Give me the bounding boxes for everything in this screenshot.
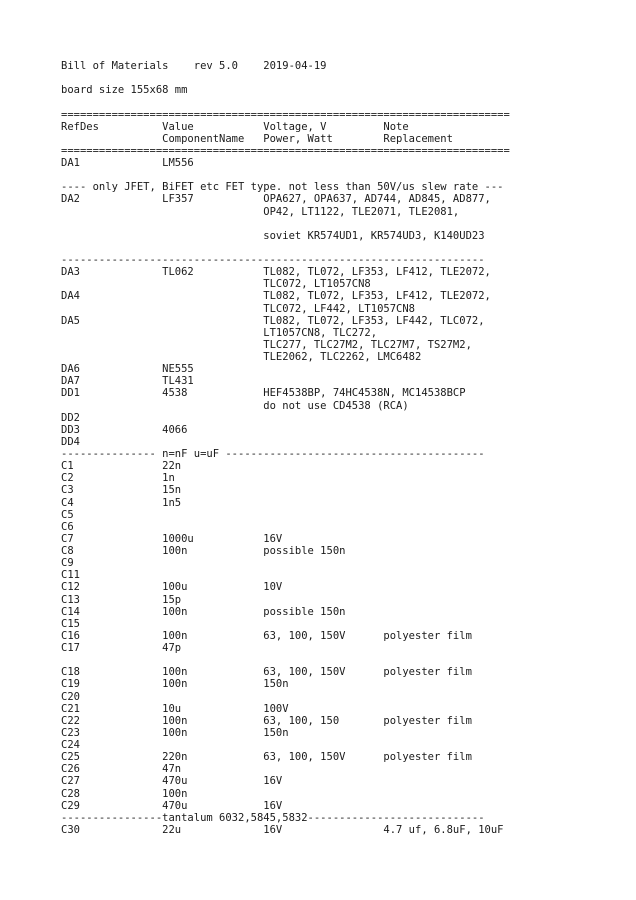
voltage-cell: possible 150n (263, 605, 346, 618)
refdes-cell: C28 (61, 787, 80, 800)
refdes-cell: C2 (61, 472, 74, 485)
value-cell: Value (162, 120, 194, 133)
blank-line (61, 218, 510, 230)
refdes-cell: C22 (61, 714, 80, 727)
note-cell: 4.7 uf, 6.8uF, 10uF (383, 823, 504, 836)
value-cell: 15n (162, 484, 182, 497)
bom-row-c24 (61, 739, 510, 751)
bom-row-c14 (61, 606, 510, 618)
refdes-cell: C19 (61, 678, 80, 691)
refdes-cell: C8 (61, 545, 74, 557)
bom-row-c1 (61, 460, 510, 472)
refdes-cell: C1 (61, 460, 74, 473)
bom-row-da2 (61, 193, 510, 205)
refdes-cell: C11 (61, 569, 80, 582)
value-cell: 47p (162, 642, 182, 654)
value-cell: 1000u (162, 532, 194, 545)
voltage-cell: TL082, TL072, LF353, LF412, TLE2072, (263, 290, 491, 303)
bom-row-c15 (61, 618, 510, 630)
bom-row-c21 (61, 703, 510, 715)
value-cell: 4066 (162, 423, 188, 436)
voltage-cell: 16V (263, 775, 283, 788)
refdes-cell: DA2 (61, 193, 80, 206)
board-size: board size 155x68 mm (61, 84, 188, 97)
doc-date: 2019-04-19 (263, 60, 327, 72)
voltage-cell: LT1057CN8, TLC272, (263, 326, 378, 339)
blank-line (61, 96, 510, 108)
refdes-cell: C13 (61, 593, 80, 606)
separator-equals: ======================================================================= (61, 108, 510, 121)
value-cell: 22u (162, 823, 182, 836)
refdes-cell: DA3 (61, 266, 80, 279)
refdes-cell: C24 (61, 739, 80, 751)
value-cell: 1n5 (162, 496, 182, 509)
voltage-cell: 63, 100, 150 (263, 714, 340, 727)
section-note-fet: ---- only JFET, BiFET etc FET type. not less than 50V/us slew rate --- (61, 181, 504, 194)
refdes-cell: C23 (61, 726, 80, 739)
refdes-cell: C5 (61, 508, 74, 521)
refdes-cell: C15 (61, 617, 80, 630)
voltage-cell: HEF4538BP, 74HC4538N, MC14538BCP (263, 387, 466, 400)
note-cell: Replacement (383, 132, 453, 145)
bom-row-continuation (61, 327, 510, 339)
separator-equals: ======================================================================= (61, 144, 510, 157)
voltage-cell: 63, 100, 150V (263, 751, 346, 764)
refdes-cell: C7 (61, 532, 74, 545)
bom-row-da6 (61, 363, 510, 375)
bom-row-c12 (61, 581, 510, 593)
refdes-cell: C16 (61, 629, 80, 642)
voltage-cell: TLC277, TLC27M2, TLC27M7, TS27M2, (263, 338, 472, 351)
refdes-cell: RefDes (61, 120, 99, 133)
refdes-cell: C21 (61, 702, 80, 715)
bom-row-c29 (61, 800, 510, 812)
bom-row-c2 (61, 472, 510, 484)
value-cell: LF357 (162, 193, 194, 206)
bom-row-c3 (61, 484, 510, 496)
value-cell: LM556 (162, 157, 194, 169)
table-header-row-1 (61, 121, 510, 133)
separator-tantalum: ----------------tantalum 6032,5845,5832---------------------------- (61, 811, 485, 824)
value-cell: NE555 (162, 363, 194, 376)
bom-row-c7 (61, 533, 510, 545)
bom-row-c8 (61, 545, 510, 557)
bom-row-c18 (61, 666, 510, 678)
voltage-cell: TLC072, LT1057CN8 (263, 278, 371, 291)
value-cell: 4538 (162, 387, 188, 400)
bom-row-continuation (61, 206, 510, 218)
refdes-cell: DD3 (61, 423, 80, 436)
bom-row-c5 (61, 509, 510, 521)
refdes-cell: C27 (61, 775, 80, 788)
table-header-row-2 (61, 133, 510, 145)
value-cell: 15p (162, 593, 182, 606)
value-cell: 470u (162, 799, 188, 812)
bom-row-c30 (61, 824, 510, 836)
bom-row-dd2 (61, 412, 510, 424)
bom-row-continuation (61, 339, 510, 351)
bom-row-c25 (61, 751, 510, 763)
doc-revision: rev 5.0 (193, 60, 239, 72)
bom-row-c16 (61, 630, 510, 642)
value-cell: 100n (162, 787, 188, 800)
bom-row-c22 (61, 715, 510, 727)
refdes-cell: DA7 (61, 375, 80, 388)
value-cell: 1n (162, 472, 175, 485)
voltage-cell: 10V (263, 581, 283, 594)
bom-row-c11 (61, 569, 510, 581)
voltage-cell: TL082, TL072, LF353, LF412, TLE2072, (263, 266, 491, 279)
note-cell: polyester film (383, 714, 472, 727)
refdes-cell: C29 (61, 799, 80, 812)
doc-title: Bill of Materials (61, 60, 169, 72)
bom-row-c13 (61, 594, 510, 606)
value-cell: 100n (162, 605, 188, 618)
voltage-cell: 16V (263, 799, 283, 812)
bom-row-da3 (61, 266, 510, 278)
value-cell: 100n (162, 629, 188, 642)
value-cell: 47n (162, 763, 182, 776)
bom-row-continuation (61, 303, 510, 315)
bom-row-c17 (61, 642, 510, 654)
voltage-cell: OPA627, OPA637, AD744, AD845, AD877, (263, 193, 491, 206)
blank-line (61, 654, 510, 666)
bom-row-c19 (61, 678, 510, 690)
bom-row-dd4 (61, 436, 510, 448)
value-cell: 100n (162, 545, 188, 557)
refdes-cell: DA4 (61, 290, 80, 303)
refdes-cell: C18 (61, 666, 80, 679)
bom-row-continuation (61, 230, 510, 242)
bom-row-c28 (61, 788, 510, 800)
refdes-cell: DA5 (61, 314, 80, 327)
separator-capacitor-units: --------------- n=nF u=uF ----------------------------------------- (61, 448, 485, 460)
voltage-cell: soviet KR574UD1, KR574UD3, K140UD23 (263, 229, 485, 242)
bom-row-dd3 (61, 424, 510, 436)
value-cell: ComponentName (162, 132, 245, 145)
refdes-cell: C4 (61, 496, 74, 509)
refdes-cell: C25 (61, 751, 80, 764)
note-cell: polyester film (383, 666, 472, 679)
value-cell: 100n (162, 726, 188, 739)
blank-line (61, 169, 510, 181)
refdes-cell: C12 (61, 581, 80, 594)
bom-row-c6 (61, 521, 510, 533)
blank-line (61, 242, 510, 254)
value-cell: 220n (162, 751, 188, 764)
value-cell: 100n (162, 678, 188, 691)
bom-row-c26 (61, 763, 510, 775)
refdes-cell: DD4 (61, 435, 80, 448)
refdes-cell: DA1 (61, 157, 80, 169)
voltage-cell: 63, 100, 150V (263, 629, 346, 642)
bom-row-continuation (61, 351, 510, 363)
voltage-cell: TLC072, LF442, LT1057CN8 (263, 302, 415, 315)
refdes-cell: C14 (61, 605, 80, 618)
note-cell: polyester film (383, 751, 472, 764)
value-cell: 100n (162, 666, 188, 679)
value-cell: 100u (162, 581, 188, 594)
value-cell: 100n (162, 714, 188, 727)
refdes-cell: C6 (61, 520, 74, 533)
voltage-cell: do not use CD4538 (RCA) (263, 399, 409, 412)
voltage-cell: 16V (263, 532, 283, 545)
bom-row-dd1 (61, 387, 510, 399)
bom-row-da1 (61, 157, 510, 169)
value-cell: 470u (162, 775, 188, 788)
bom-row-da5 (61, 315, 510, 327)
value-cell: 10u (162, 702, 182, 715)
value-cell: TL062 (162, 266, 194, 279)
bom-row-da7 (61, 375, 510, 387)
value-cell: 22n (162, 460, 182, 473)
refdes-cell: C3 (61, 484, 74, 497)
bom-row-c9 (61, 557, 510, 569)
bom-row-c4 (61, 497, 510, 509)
note-cell: polyester film (383, 629, 472, 642)
refdes-cell: DD1 (61, 387, 80, 400)
bom-row-c20 (61, 691, 510, 703)
title-line (61, 60, 510, 72)
bom-row-continuation (61, 278, 510, 290)
voltage-cell: 63, 100, 150V (263, 666, 346, 679)
voltage-cell: TLE2062, TLC2262, LMC6482 (263, 351, 422, 363)
voltage-cell: Power, Watt (263, 132, 333, 145)
refdes-cell: DD2 (61, 411, 80, 424)
refdes-cell: C26 (61, 763, 80, 776)
voltage-cell: Voltage, V (263, 120, 327, 133)
refdes-cell: C9 (61, 557, 74, 570)
bom-row-c23 (61, 727, 510, 739)
voltage-cell: possible 150n (263, 545, 346, 557)
bom-document (61, 60, 510, 836)
bom-row-da4 (61, 290, 510, 302)
voltage-cell: TL082, TL072, LF353, LF442, TLC072, (263, 314, 485, 327)
separator-dashes: ------------------------------------------------------------------- (61, 254, 485, 266)
refdes-cell: C17 (61, 642, 80, 654)
voltage-cell: 16V (263, 823, 283, 836)
voltage-cell: 150n (263, 726, 289, 739)
refdes-cell: C30 (61, 823, 80, 836)
bom-row-c27 (61, 775, 510, 787)
refdes-cell: DA6 (61, 363, 80, 376)
voltage-cell: OP42, LT1122, TLE2071, TLE2081, (263, 205, 460, 218)
blank-line (61, 72, 510, 84)
voltage-cell: 150n (263, 678, 289, 691)
refdes-cell: C20 (61, 690, 80, 703)
bom-row-continuation (61, 400, 510, 412)
value-cell: TL431 (162, 375, 194, 388)
note-cell: Note (383, 120, 409, 133)
voltage-cell: 100V (263, 702, 289, 715)
